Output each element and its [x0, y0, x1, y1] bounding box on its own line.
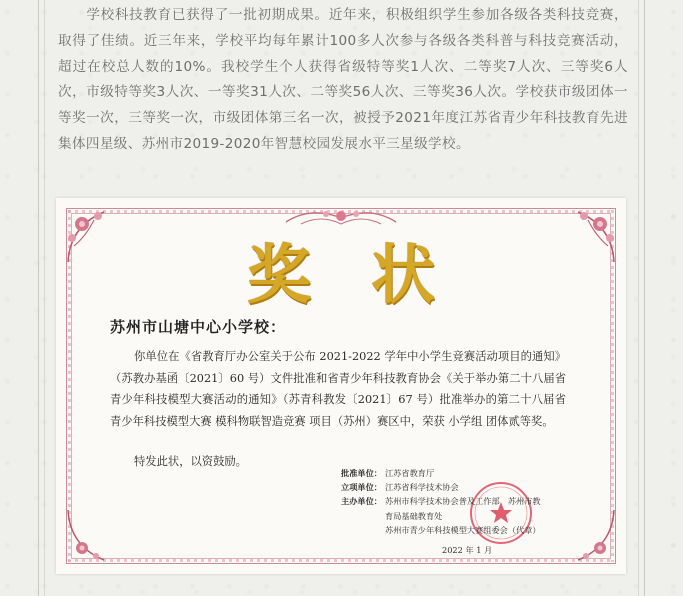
- issuer-value: 育局基础教育处: [385, 510, 443, 521]
- issuer-value: 苏州市科学技术协会普及工作部 苏州市教: [385, 496, 541, 507]
- issuer-label: 立项单位：: [341, 482, 382, 493]
- corner-flower-bottom-left-icon: [64, 506, 124, 566]
- page-border-right: [644, 0, 645, 596]
- issuer-label: 批准单位：: [341, 468, 382, 478]
- issuer-value: 江苏省教育厅: [385, 468, 435, 478]
- certificate-title: 奖状: [247, 238, 495, 313]
- award-certificate: [56, 198, 626, 574]
- page-border-left-inner: [44, 0, 45, 596]
- page-border-right-inner: [638, 0, 639, 596]
- issuer-label: 主办单位：: [341, 496, 382, 507]
- issuer-row: [341, 466, 591, 480]
- certificate-body: [110, 346, 566, 432]
- issuer-row: [341, 509, 591, 523]
- issuer-value: 江苏省科学技术协会: [385, 482, 459, 493]
- certificate-recipient: 苏州市山塘中心小学校：: [110, 318, 287, 336]
- issuer-value: 苏州市青少年科技模型大赛组委会（代章）: [385, 524, 541, 535]
- certificate-closing: 特发此状，以资鼓励。: [134, 455, 247, 468]
- issuing-units: [341, 466, 591, 537]
- issuer-row: [341, 494, 591, 508]
- intro-paragraph: [58, 0, 628, 158]
- issuer-row: [341, 523, 591, 537]
- certificate-body-text: 你单位在《省教育厅办公室关于公布 2021-2022 学年中小学生竞赛活动项目的通知》（苏教办基函〔2021〕60 号）文件批准和省青少年科技教育协会《关于举办第二十八届省青少年科技模型大赛活动的通知》（苏青科教发〔2021〕67 号）批准举办的第二十八届省青少年科技模型大赛 模科物联智造竞赛 项目（苏州）赛区中，荣获 小学组 团体贰等奖。: [110, 350, 566, 428]
- page-border-left: [38, 0, 39, 596]
- certificate-date: 2022 年 1 月: [442, 545, 493, 555]
- intro-text: 学校科技教育已获得了一批初期成果。近年来，积极组织学生参加各级各类科技竞赛，取得了佳绩。近三年来，学校平均每年累计100多人次参与各级各类科普与科技竞赛活动，超过在校总人数的10%。我校学生个人获得省级特等奖1人次、二等奖7人次、三等奖6人次，市级特等奖3人次、一等奖31人次、二等奖56人次、三等奖36人次。学校获市级团体一等奖一次，三等奖一次，市级团体第三名一次，被授予2021年度江苏省青少年科技教育先进集体四星级、苏州市2019-2020年智慧校园发展水平三星级学校。: [58, 7, 628, 152]
- issuer-row: [341, 480, 591, 494]
